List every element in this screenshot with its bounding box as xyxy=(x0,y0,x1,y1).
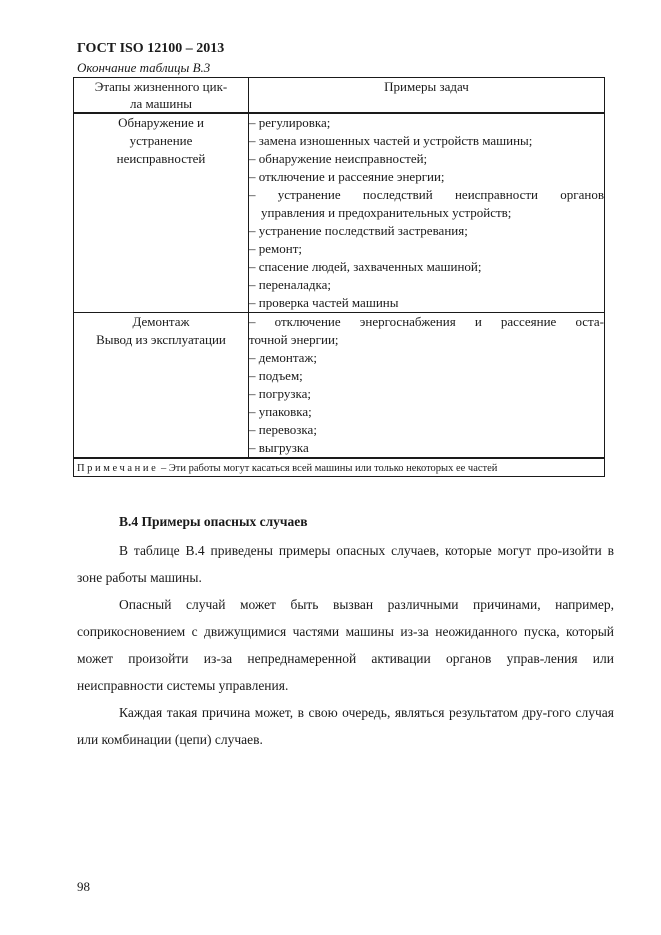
task-item: – ремонт; xyxy=(249,241,302,256)
task-item: – демонтаж; xyxy=(249,350,318,365)
stage-line: Обнаружение и xyxy=(118,115,204,130)
note-text: – Эти работы могут касаться всей машины или только некоторых ее частей xyxy=(158,463,498,474)
task-item: – подъем; xyxy=(249,368,303,383)
stage-line: Демонтаж xyxy=(132,314,190,329)
stage-line: Вывод из эксплуатации xyxy=(96,332,226,347)
task-item: управления и предохранительных устройств; xyxy=(261,205,512,220)
task-item: – проверка частей машины xyxy=(249,295,399,310)
task-item: – регулировка; xyxy=(249,115,331,130)
task-item: – спасение людей, захваченных машиной; xyxy=(249,259,482,274)
tasks-cell xyxy=(249,113,605,313)
stage-line: устранение xyxy=(129,133,193,148)
task-item: – выгрузка xyxy=(249,440,309,455)
table-note-row xyxy=(74,458,605,477)
task-item: – отключение и рассеяние энергии; xyxy=(249,169,445,184)
table-row xyxy=(74,113,605,313)
task-item: – упаковка; xyxy=(249,404,312,419)
task-item: – переналадка; xyxy=(249,277,331,292)
stage-line: неисправностей xyxy=(116,151,206,166)
table-header-row xyxy=(74,78,605,114)
column-header-stages xyxy=(74,78,249,114)
task-item: – отключение энергоснабжения и рассеяние оста- xyxy=(249,314,604,329)
task-item: – обнаружение неисправностей; xyxy=(249,151,428,166)
paragraph: В таблице В.4 приведены примеры опасных случаев, которые могут про-изойти в зоне работы машины. xyxy=(77,543,614,585)
table-note xyxy=(74,458,605,477)
task-item: – перевозка; xyxy=(249,422,317,437)
tasks-cell xyxy=(249,313,605,459)
stage-cell xyxy=(74,313,249,459)
lifecycle-tasks-table xyxy=(73,77,605,477)
table-row xyxy=(74,313,605,459)
stage-cell xyxy=(74,113,249,313)
page-number: 98 xyxy=(77,879,90,894)
task-item: точной энергии; xyxy=(249,332,339,347)
document-code: ГОСТ ISO 12100 – 2013 xyxy=(77,41,225,56)
note-label: Примечание xyxy=(77,463,159,474)
task-item: – устранение последствий неисправности органов xyxy=(249,187,604,202)
column-header-line: ла машины xyxy=(129,96,193,111)
task-item: – устранение последствий застревания; xyxy=(249,223,468,238)
section-heading: В.4 Примеры опасных случаев xyxy=(119,514,308,529)
column-header-line: Этапы жизненного цик- xyxy=(94,79,228,94)
column-header-tasks: Примеры задач xyxy=(249,78,605,114)
task-item: – замена изношенных частей и устройств машины; xyxy=(249,133,533,148)
paragraph: Каждая такая причина может, в свою очередь, являться результатом дру-гого случая или комбинации (цепи) случаев. xyxy=(77,705,614,747)
paragraph: Опасный случай может быть вызван различными причинами, например, соприкосновением с движущимися частями машины из-за неожиданного пуска, который может произойти из-за непреднамеренной активации органов управ-ления или неисправности системы управления. xyxy=(77,597,614,693)
task-item: – погрузка; xyxy=(249,386,312,401)
table-caption: Окончание таблицы В.3 xyxy=(77,60,211,75)
